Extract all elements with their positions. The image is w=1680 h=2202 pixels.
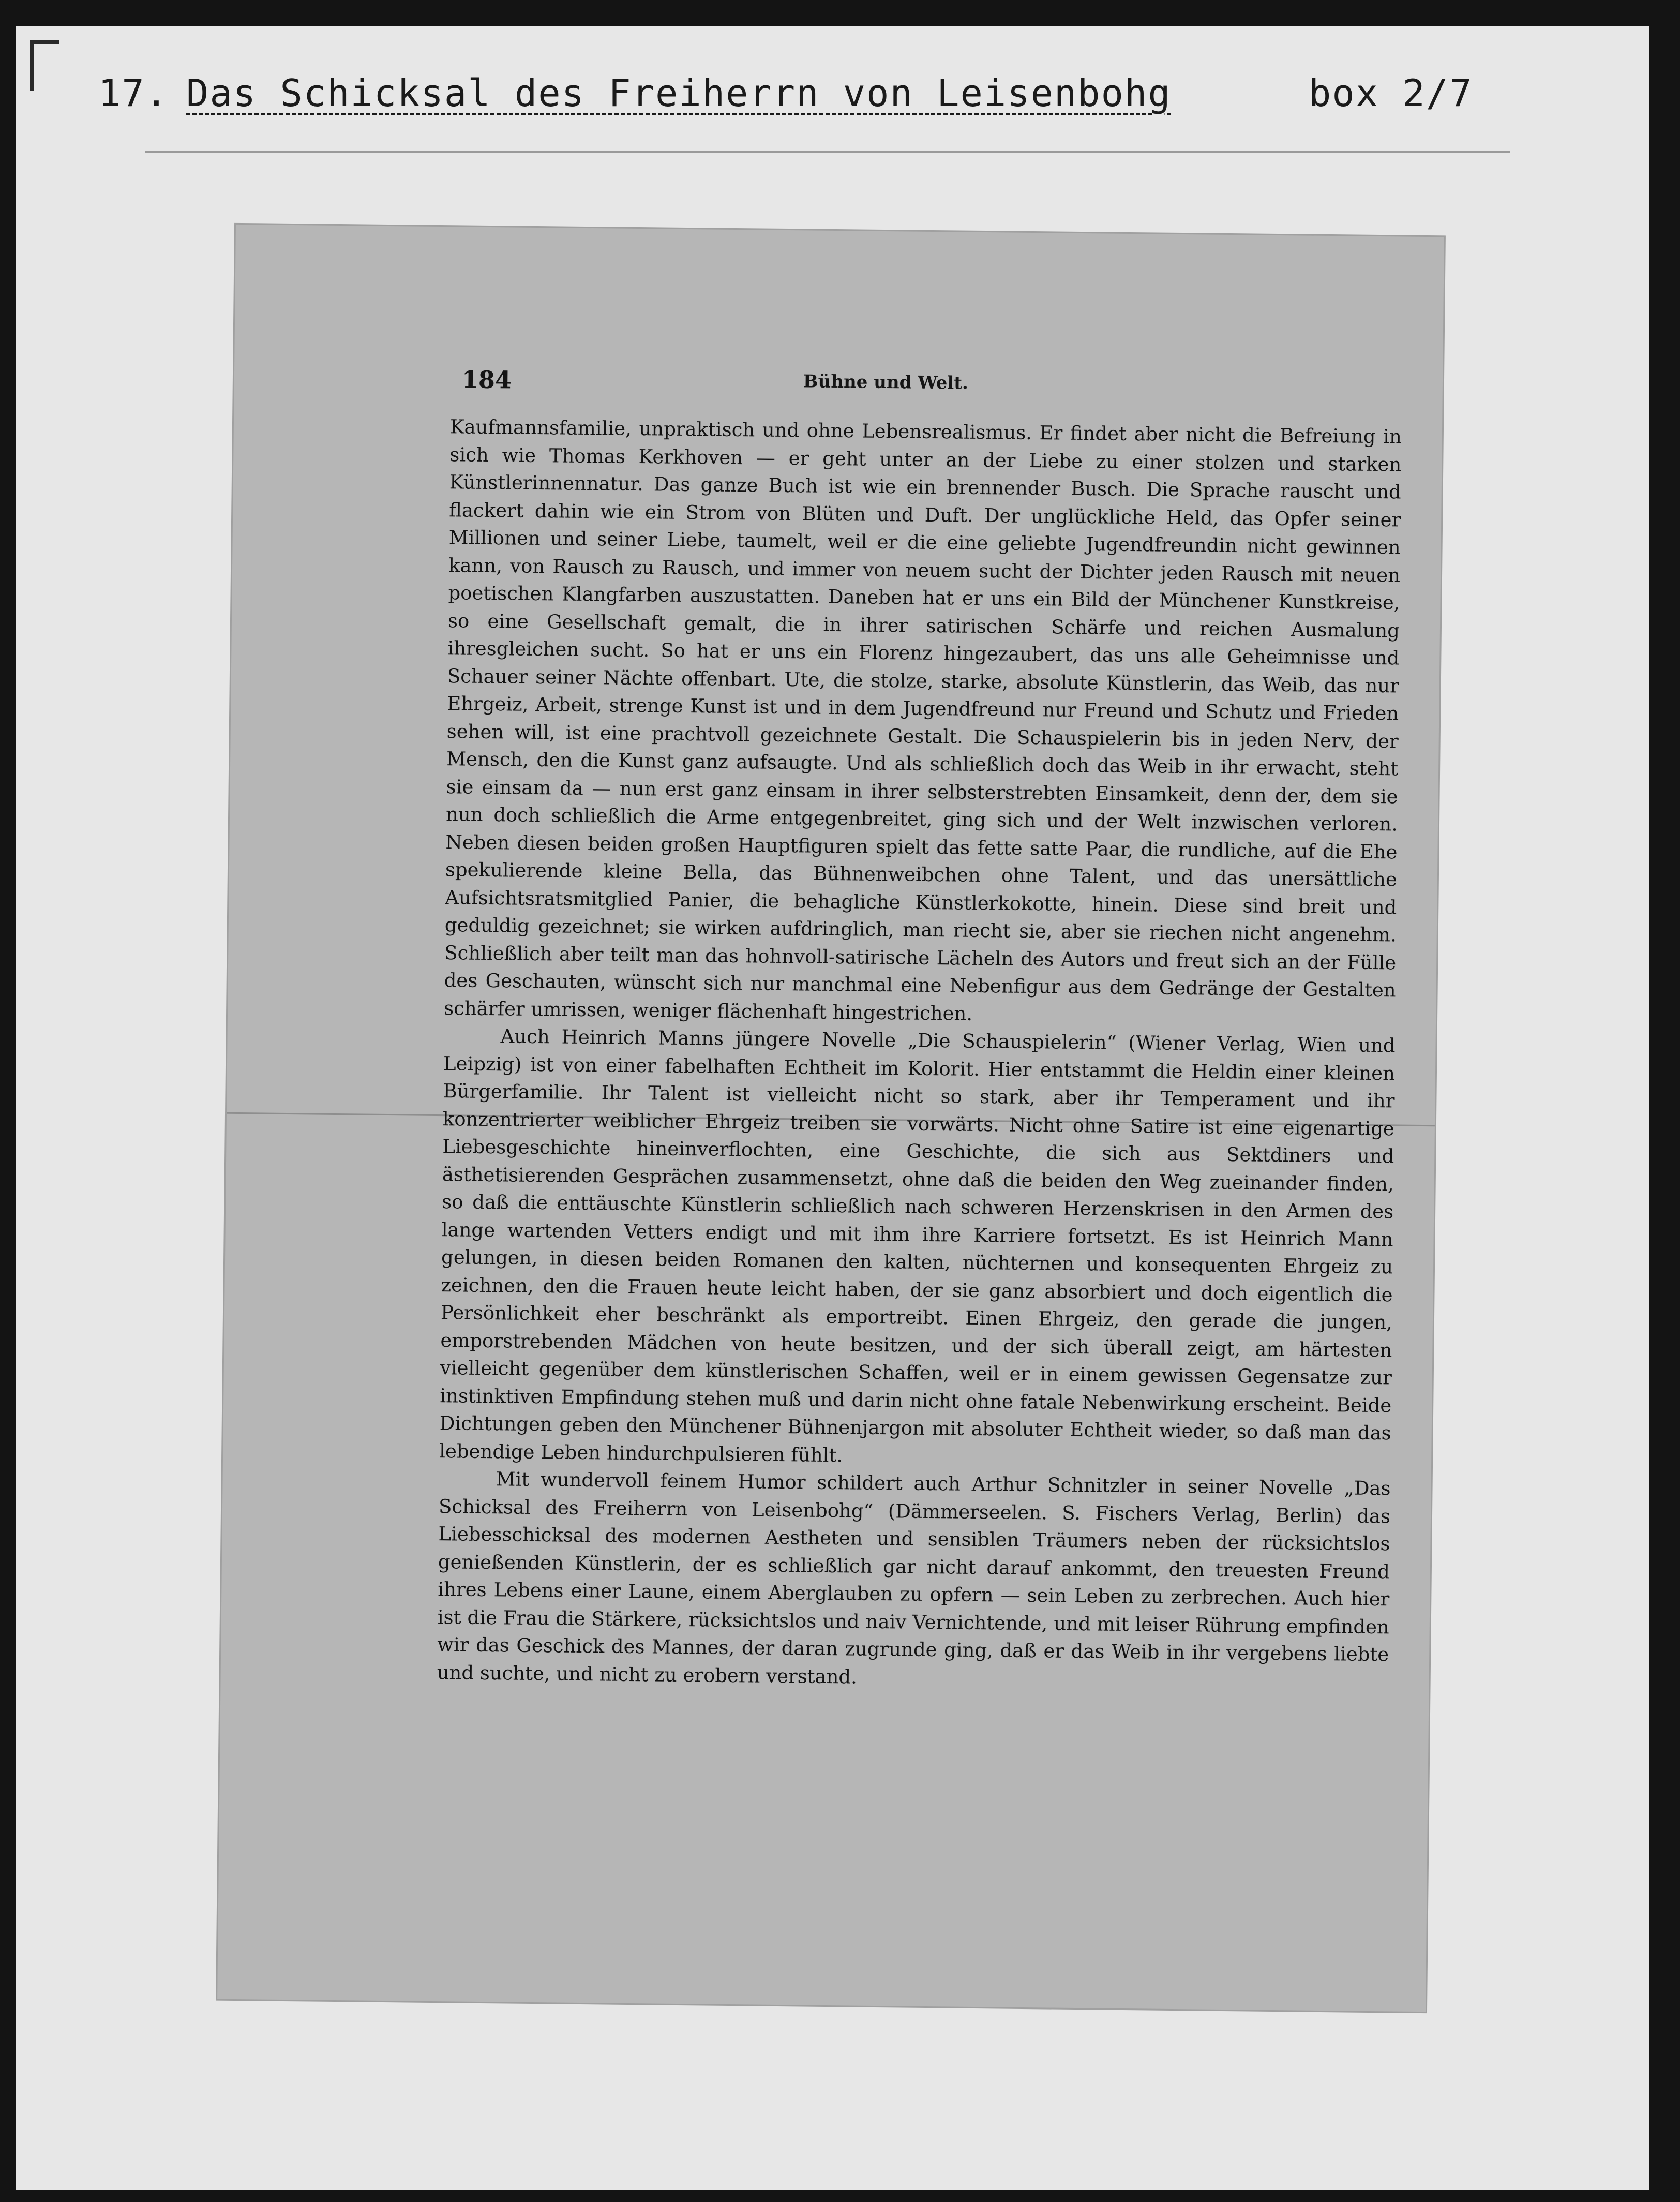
newspaper-clipping [217,225,1444,2012]
corner-bracket-mark [30,40,59,91]
box-label: box 2/7 [1309,71,1473,115]
paragraph-3: Mit wundervoll feinem Humor schildert auch Arthur Schnitzler in seiner Novelle „Das Schicksal des Freiherrn von Leisenbohg“ (Dämmerseelen. S. Fischers Verlag, Berlin) das Liebesschicksal des modernen Aestheten und sensiblen Träumers neben der rücksichtslos genießenden Künstlerin, der es schließlich gar nicht darauf ankommt, den treuesten Freund ihres Lebens einer Laune, einem Aberglauben zu opfern — sein Leben zu zerbrechen. Auch hier ist die Frau die Stärkere, rücksichtslos und naiv Vernichtende, und mit leiser Rührung empfinden wir das Geschick des Mannes, der daran zugrunde ging, daß er das Weib in ihr vergebens liebte und suchte, und nicht zu erobern verstand. [437,1468,1391,1688]
card-header-title [98,71,1172,115]
work-title: Das Schicksal des Freiherrn von Leisenbohg [186,71,1172,115]
item-number: 17. [98,71,169,115]
paragraph-1: Kaufmannsfamilie, unpraktisch und ohne Lebensrealismus. Er findet aber nicht die Befreiung in sich wie Thomas Kerkhoven — er geht unter an der Liebe zu einer stolzen und starken Künstlerinnennatur. Das ganze Buch ist wie ein brennender Busch. Die Sprache rauscht und flackert dahin wie ein Strom von Blüten und Duft. Der unglückliche Held, das Opfer seiner Millionen und seiner Liebe, taumelt, weil er die eine geliebte Jugendfreundin nicht gewinnen kann, von Rausch zu Rausch, und immer von neuem sucht der Dichter jeden Rausch mit neuen poetischen Klangfarben auszustatten. Daneben hat er uns ein Bild der Münchener Kunstkreise, so eine Gesellschaft gemalt, die in ihrer satirischen Schärfe und reichen Ausmalung ihresgleichen sucht. So hat er uns ein Florenz hingezaubert, das uns alle Geheimnisse und Schauer seiner Nächte offenbart. Ute, die stolze, starke, absolute Künstlerin, das Weib, das nur Ehrgeiz, Arbeit, strenge Kunst ist und in dem Jugendfreund nur Freund und Schutz und Frieden sehen will, ist eine prachtvoll gezeichnete Gestalt. Die Schauspielerin bis in jeden Nerv, der Mensch, den die Kunst ganz aufsaugte. Und als schließlich doch das Weib in ihr erwacht, steht sie einsam da — nun erst ganz einsam in ihrer selbsterstrebten Einsamkeit, denn der, dem sie nun doch schließlich die Arme entgegenbreitet, ging sich und der Welt inzwischen verloren. Neben diesen beiden großen Hauptfiguren spielt das fette satte Paar, die rundliche, auf die Ehe spekulierende kleine Bella, das Bühnenweibchen ohne Talent, und das unersättliche Aufsichtsratsmitglied Panier, die behagliche Künstlerkokotte, hinein. Diese sind breit und geduldig gezeichnet; sie wirken aufdringlich, man riecht sie, aber sie riechen nicht angenehm. Schließlich aber teilt man das hohnvoll-satirische Lächeln des Autors und freut sich an der Fülle des Geschauten, wünscht sich nur manchmal eine Nebenfigur aus dem Gedränge der Gestalten schärfer umrissen, weniger flächenhaft hingestrichen. [443,415,1402,1025]
running-head: Bühne und Welt. [803,371,969,394]
header-rule [145,151,1510,153]
page-number: 184 [461,365,512,394]
article-body [437,413,1402,1696]
paragraph-2: Auch Heinrich Manns jüngere Novelle „Die Schauspielerin“ (Wiener Verlag, Wien und Leipzig) ist von einer fabelhaften Echtheit im Kolorit. Hier entstammt die Heldin einer kleinen Bürgerfamilie. Ihr Talent ist vielleicht nicht so stark, aber ihr Temperament und ihr konzentrierter weiblicher Ehrgeiz treiben sie vorwärts. Nicht ohne Satire ist eine eigenartige Liebesgeschichte hineinverflochten, eine Geschichte, die sich aus Sektdiners und ästhetisierenden Gesprächen zusammensetzt, ohne daß die beiden den Weg zueinander finden, so daß die enttäuschte Künstlerin schließlich nach schweren Herzenskrisen in den Armen des lange wartenden Vetters endigt und mit ihm ihre Karriere fortsetzt. Es ist Heinrich Mann gelungen, in diesen beiden Romanen den kalten, nüchternen und konsequenten Ehrgeiz zu zeichnen, den die Frauen heute leicht haben, der sie ganz absorbiert und doch eigentlich die Persönlichkeit eher beschränkt als emportreibt. Einen Ehrgeiz, den gerade die jungen, emporstrebenden Mädchen von heute besitzen, und der sich überall zeigt, am härtesten vielleicht gegenüber dem künstlerischen Schaffen, weil er in einem gewissen Gegensatze zur instinktiven Empfindung stehen muß und darin nicht ohne fatale Nebenwirkung erscheint. Beide Dichtungen geben den Münchener Bühnenjargon mit absoluter Echtheit wieder, so daß man das lebendige Leben hindurchpulsieren fühlt. [439,1025,1396,1466]
